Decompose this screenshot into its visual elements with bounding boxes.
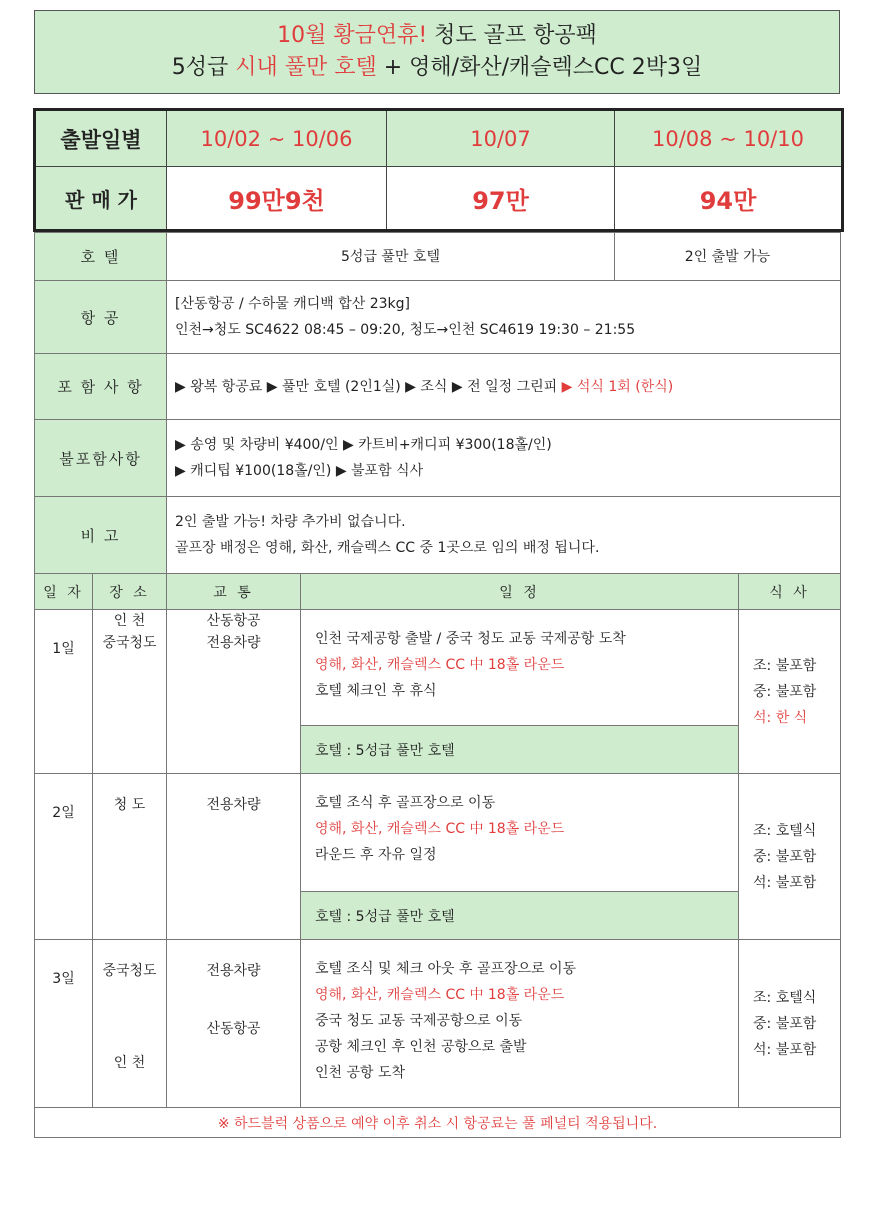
meal-breakfast: 조: 호텔식	[753, 822, 817, 839]
day-header: 일 자	[35, 574, 93, 610]
departure-date-header: 출발일별	[35, 110, 167, 167]
date-cell: 10/02 ~ 10/06	[167, 110, 387, 167]
transport-line: 산동항공	[206, 1021, 261, 1037]
excluded-line-1: ▶ 송영 및 차량비 ¥400/인 ▶ 카트비+캐디피 ¥300(18홀/인)	[175, 437, 552, 453]
plan-cell	[301, 940, 739, 1108]
air-line-2: 인천→청도 SC4622 08:45 – 09:20, 청도→인천 SC4619 19:30 – 21:55	[175, 322, 636, 338]
plan-line: 호텔 조식 후 골프장으로 이동	[315, 795, 496, 811]
meal-cell	[739, 774, 841, 940]
excluded-label: 불포함사항	[35, 420, 167, 497]
plan-header: 일 정	[301, 574, 739, 610]
info-table	[34, 232, 841, 574]
title-banner	[34, 10, 840, 94]
remark-value	[167, 497, 841, 574]
place-header: 장 소	[93, 574, 167, 610]
plan-line: 인천 공항 도착	[315, 1065, 406, 1081]
plan-round: 영해, 화산, 캐슬렉스 CC 中 18홀 라운드	[315, 987, 565, 1003]
transport-line: 전용차량	[206, 963, 261, 979]
day-number: 2일	[35, 774, 93, 940]
date-cell: 10/07	[387, 110, 615, 167]
excluded-line-2: ▶ 캐디팁 ¥100(18홀/인) ▶ 불포함 식사	[175, 463, 424, 479]
meal-dinner: 석: 한 식	[753, 709, 808, 726]
title-line-2	[172, 52, 702, 84]
day-number: 1일	[35, 610, 93, 774]
place-line: 인 천	[113, 1055, 146, 1071]
hotel-info: 호텔 : 5성급 풀만 호텔	[301, 726, 739, 774]
price-header: 판 매 가	[35, 167, 167, 231]
remark-row	[35, 497, 841, 574]
meal-breakfast: 조: 불포함	[753, 657, 817, 674]
title-line-1	[277, 20, 597, 52]
place-line: 중국청도	[102, 963, 157, 979]
title-part-a: 5성급	[171, 55, 236, 80]
meal-lunch: 중: 불포함	[753, 1015, 817, 1032]
plan-line: 공항 체크인 후 인천 공항으로 출발	[315, 1039, 527, 1055]
air-line-1: [산동항공 / 수하물 캐디백 합산 23kg]	[175, 296, 410, 312]
plan-line: 라운드 후 자유 일정	[315, 847, 437, 863]
cancellation-footnote: ※ 하드블럭 상품으로 예약 이후 취소 시 항공료는 풀 페널티 적용됩니다.	[35, 1108, 841, 1138]
price-cell: 94만	[615, 167, 843, 231]
footnote-row	[35, 1108, 841, 1138]
included-dinner: ▶ 석식 1회 (한식)	[561, 378, 674, 395]
transport-header: 교 통	[167, 574, 301, 610]
transport-line: 전용차량	[206, 797, 261, 813]
price-cell: 97만	[387, 167, 615, 231]
plan-round: 영해, 화산, 캐슬렉스 CC 中 18홀 라운드	[315, 821, 565, 837]
schedule-day-3	[35, 940, 841, 1108]
air-value	[167, 281, 841, 354]
plan-cell	[301, 610, 739, 726]
transport-cell	[167, 610, 301, 774]
included-value	[167, 354, 841, 420]
remark-label: 비 고	[35, 497, 167, 574]
hotel-row	[35, 233, 841, 281]
place-cell	[93, 940, 167, 1108]
air-label: 항 공	[35, 281, 167, 354]
place-line: 중국청도	[102, 635, 157, 651]
hotel-label: 호 텔	[35, 233, 167, 281]
title-main: 청도 골프 항공팩	[427, 23, 597, 48]
meal-breakfast: 조: 호텔식	[753, 989, 817, 1006]
meal-header: 식 사	[739, 574, 841, 610]
hotel-value: 5성급 풀만 호텔	[167, 233, 615, 281]
day-number: 3일	[35, 940, 93, 1108]
title-part-b: + 영해/화산/캐슬렉스CC 2박3일	[376, 55, 703, 80]
air-row	[35, 281, 841, 354]
meal-cell	[739, 610, 841, 774]
departure-date-row	[35, 110, 843, 167]
transport-cell	[167, 940, 301, 1108]
meal-dinner: 석: 불포함	[753, 1041, 817, 1058]
transport-cell	[167, 774, 301, 940]
date-cell: 10/08 ~ 10/10	[615, 110, 843, 167]
schedule-header-row	[35, 574, 841, 610]
meal-lunch: 중: 불포함	[753, 683, 817, 700]
hotel-info: 호텔 : 5성급 풀만 호텔	[301, 892, 739, 940]
hotel-note: 2인 출발 가능	[615, 233, 841, 281]
meal-lunch: 중: 불포함	[753, 848, 817, 865]
plan-round: 영해, 화산, 캐슬렉스 CC 中 18홀 라운드	[315, 657, 565, 673]
place-cell	[93, 610, 167, 774]
excluded-value	[167, 420, 841, 497]
transport-line: 산동항공	[206, 613, 261, 629]
included-label: 포 함 사 항	[35, 354, 167, 420]
schedule-day-1	[35, 610, 841, 726]
place-cell	[93, 774, 167, 940]
place-line: 청 도	[113, 797, 146, 813]
remark-line-1: 2인 출발 가능! 차량 추가비 없습니다.	[175, 514, 406, 530]
title-highlight: 10월 황금연휴!	[277, 23, 428, 48]
place-line: 인 천	[113, 613, 146, 629]
schedule-day-2	[35, 774, 841, 892]
meal-dinner: 석: 불포함	[753, 874, 817, 891]
transport-line: 전용차량	[206, 635, 261, 651]
remark-line-2: 골프장 배정은 영해, 화산, 캐슬렉스 CC 중 1곳으로 임의 배정 됩니다.	[175, 540, 600, 556]
included-row	[35, 354, 841, 420]
excluded-row	[35, 420, 841, 497]
plan-cell	[301, 774, 739, 892]
included-items: ▶ 왕복 항공료 ▶ 풀만 호텔 (2인1실) ▶ 조식 ▶ 전 일정 그린피	[175, 378, 562, 395]
plan-line: 중국 청도 교동 국제공항으로 이동	[315, 1013, 523, 1029]
plan-line: 호텔 체크인 후 휴식	[315, 683, 437, 699]
plan-line: 호텔 조식 및 체크 아웃 후 골프장으로 이동	[315, 961, 577, 977]
schedule-table	[34, 573, 841, 1138]
plan-line: 인천 국제공항 출발 / 중국 청도 교동 국제공항 도착	[315, 631, 626, 647]
price-cell: 99만9천	[167, 167, 387, 231]
title-hotel-highlight: 시내 풀만 호텔	[235, 55, 377, 80]
price-row	[35, 167, 843, 231]
meal-cell	[739, 940, 841, 1108]
price-table	[33, 108, 844, 232]
